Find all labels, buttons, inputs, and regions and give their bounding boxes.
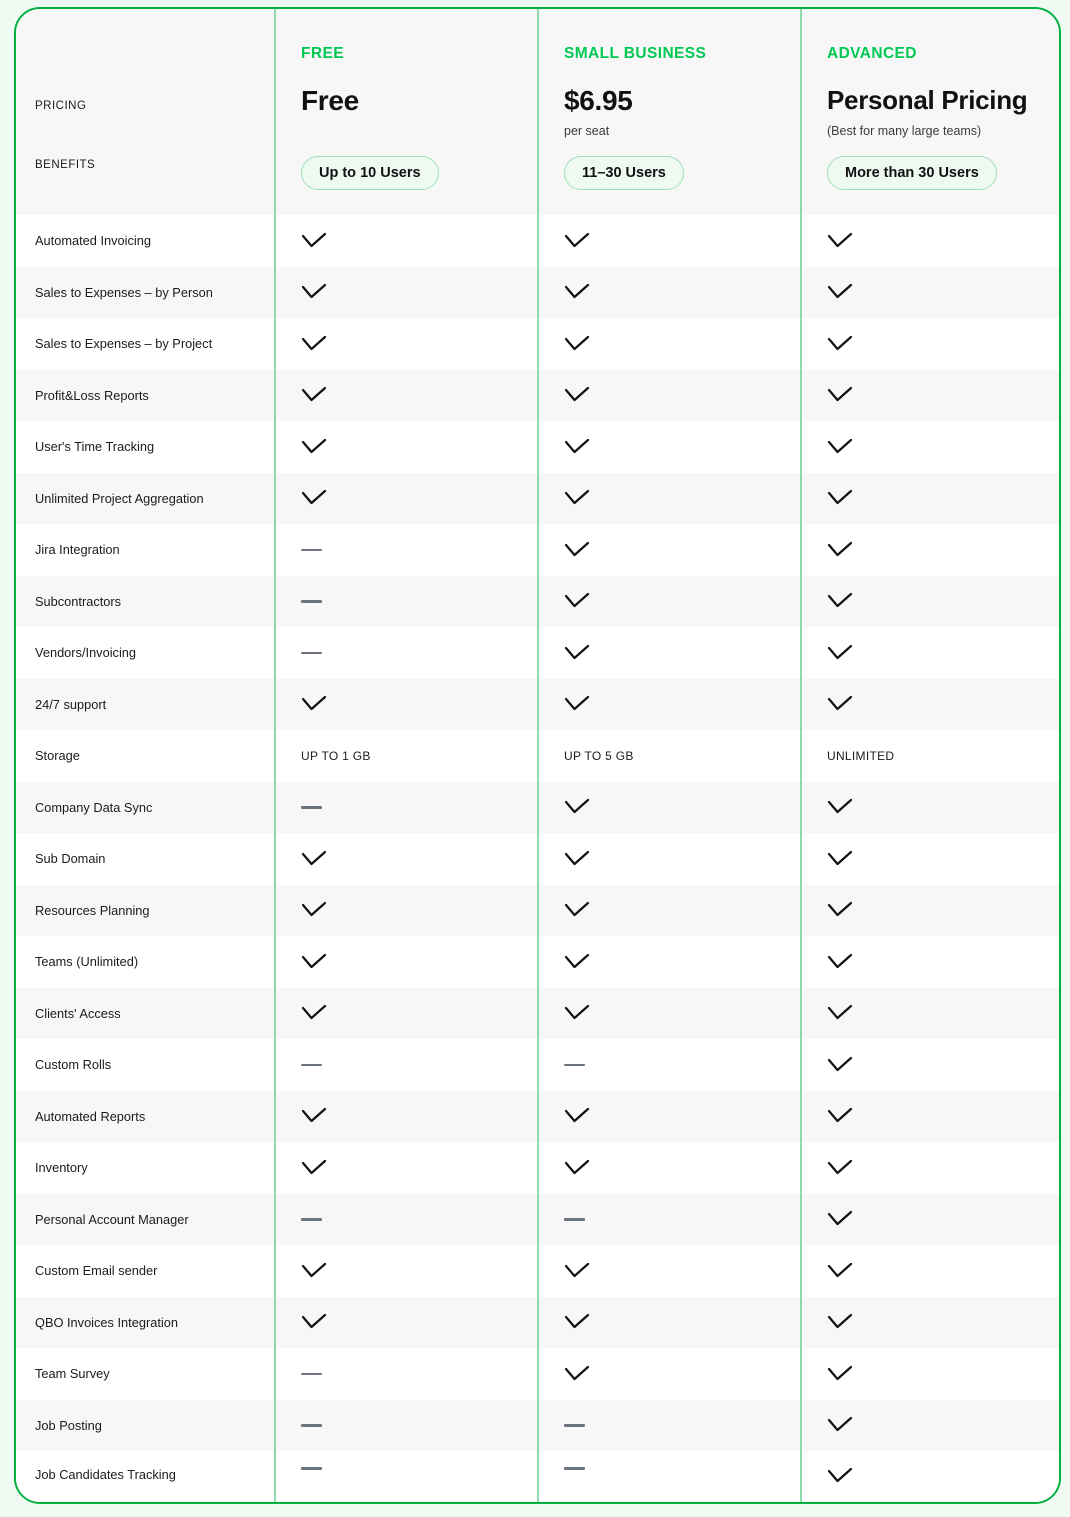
benefits-label: BENEFITS: [35, 159, 96, 171]
feature-value-cell: [537, 1194, 800, 1246]
feature-value-cell: [800, 1297, 1061, 1349]
feature-value-cell: [800, 1091, 1061, 1143]
table-row: [16, 1297, 1059, 1349]
table-row: [16, 1194, 1059, 1246]
feature-value-cell: [800, 936, 1061, 988]
dash-icon: [301, 1218, 322, 1221]
feature-value-cell: [800, 318, 1061, 370]
table-row: [16, 318, 1059, 370]
checkmark-icon: [827, 386, 853, 404]
feature-value-cell: [274, 318, 537, 370]
plan-price-advanced: Personal Pricing: [827, 85, 1028, 115]
feature-name-cell: [16, 627, 274, 679]
feature-name: Inventory: [35, 1160, 88, 1176]
checkmark-icon: [564, 386, 590, 404]
checkmark-icon: [301, 438, 327, 456]
feature-name-cell: [16, 473, 274, 525]
checkmark-icon: [827, 1467, 853, 1485]
feature-name-cell: [16, 215, 274, 267]
dash-icon: [564, 1064, 585, 1067]
plan-tag-advanced: ADVANCED: [827, 45, 917, 62]
table-row: [16, 370, 1059, 422]
table-row: [16, 627, 1059, 679]
feature-name-cell: [16, 1297, 274, 1349]
table-row: [16, 833, 1059, 885]
cell-value-text: UP TO 1 GB: [301, 748, 371, 763]
feature-value-cell: [800, 1348, 1061, 1400]
table-row: [16, 1091, 1059, 1143]
checkmark-icon: [564, 798, 590, 816]
feature-value-cell: [274, 421, 537, 473]
feature-value-cell: [800, 730, 1061, 782]
checkmark-icon: [827, 489, 853, 507]
feature-value-cell: [800, 1400, 1061, 1452]
plan-pill-free[interactable]: Up to 10 Users: [301, 156, 439, 190]
feature-value-cell: [274, 1400, 537, 1452]
checkmark-icon: [564, 335, 590, 353]
feature-value-cell: [274, 370, 537, 422]
checkmark-icon: [301, 386, 327, 404]
checkmark-icon: [827, 232, 853, 250]
feature-name-cell: [16, 421, 274, 473]
table-row: [16, 524, 1059, 576]
feature-name-cell: [16, 936, 274, 988]
feature-name-cell: [16, 1091, 274, 1143]
checkmark-icon: [827, 1416, 853, 1434]
feature-name: Subcontractors: [35, 593, 122, 609]
feature-value-cell: [274, 833, 537, 885]
checkmark-icon: [827, 1159, 853, 1177]
checkmark-icon: [564, 850, 590, 868]
feature-name: Automated Invoicing: [35, 233, 151, 249]
feature-value-cell: [537, 679, 800, 731]
feature-value-cell: [537, 576, 800, 628]
feature-name-cell: [16, 1400, 274, 1452]
table-row: [16, 730, 1059, 782]
plan-column-small-business: [537, 9, 800, 215]
checkmark-icon: [827, 1004, 853, 1022]
feature-value-cell: [800, 885, 1061, 937]
feature-name: Sub Domain: [35, 851, 106, 867]
table-row: [16, 1451, 1059, 1504]
feature-name-cell: [16, 885, 274, 937]
feature-name-cell: [16, 1348, 274, 1400]
feature-value-cell: [274, 1297, 537, 1349]
plan-pill-advanced[interactable]: More than 30 Users: [827, 156, 997, 190]
dash-icon: [301, 600, 322, 603]
dash-icon: [301, 1373, 322, 1376]
table-header-row: [16, 9, 1059, 215]
dash-icon: [301, 549, 322, 552]
feature-value-cell: [800, 421, 1061, 473]
checkmark-icon: [564, 283, 590, 301]
feature-value-cell: [800, 370, 1061, 422]
checkmark-icon: [301, 850, 327, 868]
cell-value-text: UNLIMITED: [827, 748, 895, 763]
checkmark-icon: [564, 1365, 590, 1383]
dash-icon: [564, 1424, 585, 1427]
feature-name: Clients' Access: [35, 1005, 121, 1021]
feature-name-cell: [16, 1451, 274, 1504]
feature-name: Resources Planning: [35, 902, 150, 918]
checkmark-icon: [827, 592, 853, 610]
feature-name: Automated Reports: [35, 1108, 146, 1124]
feature-name-cell: [16, 267, 274, 319]
dash-icon: [301, 1424, 322, 1427]
checkmark-icon: [564, 695, 590, 713]
feature-value-cell: [537, 1142, 800, 1194]
feature-value-cell: [274, 885, 537, 937]
checkmark-icon: [827, 901, 853, 919]
checkmark-icon: [827, 1107, 853, 1125]
plan-price-free: Free: [301, 85, 359, 116]
dash-icon: [301, 806, 322, 809]
checkmark-icon: [827, 850, 853, 868]
plan-sub-small-business: per seat: [564, 124, 610, 138]
feature-name: Team Survey: [35, 1366, 110, 1382]
feature-name-cell: [16, 833, 274, 885]
checkmark-icon: [827, 438, 853, 456]
feature-value-cell: [274, 936, 537, 988]
cell-value-text: UP TO 5 GB: [564, 748, 634, 763]
table-row: [16, 1348, 1059, 1400]
checkmark-icon: [827, 644, 853, 662]
feature-name-cell: [16, 318, 274, 370]
feature-value-cell: [800, 1451, 1061, 1504]
checkmark-icon: [301, 1159, 327, 1177]
checkmark-icon: [827, 798, 853, 816]
plan-column-advanced: [800, 9, 1061, 215]
feature-name-cell: [16, 524, 274, 576]
table-row: [16, 679, 1059, 731]
feature-value-cell: [537, 885, 800, 937]
checkmark-icon: [827, 1210, 853, 1228]
feature-value-cell: [800, 215, 1061, 267]
feature-value-cell: [537, 473, 800, 525]
feature-value-cell: [537, 730, 800, 782]
feature-value-cell: [800, 576, 1061, 628]
feature-name-cell: [16, 1245, 274, 1297]
feature-value-cell: [537, 1297, 800, 1349]
feature-name: 24/7 support: [35, 696, 107, 712]
feature-value-cell: [274, 1039, 537, 1091]
feature-name-cell: [16, 370, 274, 422]
checkmark-icon: [827, 335, 853, 353]
checkmark-icon: [827, 1262, 853, 1280]
feature-value-cell: [537, 1039, 800, 1091]
feature-name-cell: [16, 1039, 274, 1091]
feature-value-cell: [537, 1451, 800, 1504]
feature-value-cell: [800, 782, 1061, 834]
feature-name: User's Time Tracking: [35, 439, 155, 455]
table-row: [16, 936, 1059, 988]
feature-value-cell: [537, 1245, 800, 1297]
table-row: [16, 782, 1059, 834]
table-row: [16, 1400, 1059, 1452]
feature-value-cell: [800, 1039, 1061, 1091]
feature-value-cell: [274, 782, 537, 834]
table-row: [16, 885, 1059, 937]
checkmark-icon: [827, 695, 853, 713]
checkmark-icon: [564, 1313, 590, 1331]
checkmark-icon: [564, 901, 590, 919]
feature-name: Profit&Loss Reports: [35, 387, 149, 403]
checkmark-icon: [301, 232, 327, 250]
feature-name: Job Posting: [35, 1417, 102, 1433]
checkmark-icon: [564, 1262, 590, 1280]
pricing-comparison-table: [14, 7, 1061, 1504]
checkmark-icon: [301, 695, 327, 713]
feature-name: Jira Integration: [35, 542, 120, 558]
plan-column-free: [274, 9, 537, 215]
feature-value-cell: [537, 421, 800, 473]
table-row: [16, 215, 1059, 267]
feature-value-cell: [274, 267, 537, 319]
checkmark-icon: [827, 283, 853, 301]
feature-value-cell: [800, 1142, 1061, 1194]
checkmark-icon: [827, 1056, 853, 1074]
feature-name: Vendors/Invoicing: [35, 645, 137, 661]
pricing-label: PRICING: [35, 100, 87, 112]
dash-icon: [564, 1467, 585, 1470]
checkmark-icon: [301, 1262, 327, 1280]
feature-value-cell: [274, 1142, 537, 1194]
feature-value-cell: [274, 1194, 537, 1246]
feature-value-cell: [274, 1245, 537, 1297]
feature-name: QBO Invoices Integration: [35, 1314, 178, 1330]
feature-value-cell: [274, 988, 537, 1040]
feature-name-cell: [16, 576, 274, 628]
checkmark-icon: [301, 1313, 327, 1331]
feature-name: Personal Account Manager: [35, 1211, 189, 1227]
feature-value-cell: [537, 318, 800, 370]
dash-icon: [301, 652, 322, 655]
feature-value-cell: [274, 679, 537, 731]
table-row: [16, 1039, 1059, 1091]
checkmark-icon: [564, 489, 590, 507]
feature-value-cell: [537, 1091, 800, 1143]
table-row: [16, 1245, 1059, 1297]
feature-value-cell: [274, 215, 537, 267]
feature-value-cell: [274, 1348, 537, 1400]
checkmark-icon: [301, 1004, 327, 1022]
checkmark-icon: [301, 283, 327, 301]
feature-value-cell: [800, 1245, 1061, 1297]
feature-value-cell: [537, 370, 800, 422]
table-row: [16, 988, 1059, 1040]
table-row: [16, 421, 1059, 473]
feature-name-cell: [16, 679, 274, 731]
checkmark-icon: [564, 644, 590, 662]
feature-name: Sales to Expenses – by Project: [35, 336, 213, 352]
checkmark-icon: [301, 953, 327, 971]
feature-value-cell: [800, 833, 1061, 885]
table-row: [16, 576, 1059, 628]
feature-value-cell: [537, 215, 800, 267]
header-label-cell: [16, 9, 274, 215]
feature-value-cell: [537, 782, 800, 834]
checkmark-icon: [301, 489, 327, 507]
plan-tag-small-business: SMALL BUSINESS: [564, 45, 707, 62]
plan-price-small-business: $6.95: [564, 85, 633, 116]
feature-value-cell: [537, 1348, 800, 1400]
checkmark-icon: [564, 438, 590, 456]
dash-icon: [564, 1218, 585, 1221]
feature-value-cell: [537, 1400, 800, 1452]
dash-icon: [301, 1467, 322, 1470]
feature-value-cell: [274, 1451, 537, 1504]
feature-name: Unlimited Project Aggregation: [35, 490, 204, 506]
feature-name: Custom Rolls: [35, 1057, 112, 1073]
checkmark-icon: [301, 335, 327, 353]
feature-name-cell: [16, 1194, 274, 1246]
feature-rows: [16, 215, 1059, 1504]
feature-value-cell: [274, 473, 537, 525]
feature-value-cell: [800, 267, 1061, 319]
feature-name: Sales to Expenses – by Person: [35, 284, 213, 300]
feature-value-cell: [274, 576, 537, 628]
table-row: [16, 1142, 1059, 1194]
checkmark-icon: [827, 541, 853, 559]
feature-value-cell: [800, 627, 1061, 679]
checkmark-icon: [301, 901, 327, 919]
checkmark-icon: [564, 1107, 590, 1125]
feature-value-cell: [274, 627, 537, 679]
dash-icon: [301, 1064, 322, 1067]
plan-sub-advanced: (Best for many large teams): [827, 124, 982, 138]
feature-value-cell: [537, 627, 800, 679]
checkmark-icon: [827, 1313, 853, 1331]
feature-name: Company Data Sync: [35, 799, 153, 815]
feature-name: Job Candidates Tracking: [35, 1467, 176, 1482]
feature-value-cell: [800, 679, 1061, 731]
feature-name-cell: [16, 988, 274, 1040]
feature-value-cell: [537, 833, 800, 885]
plan-tag-free: FREE: [301, 45, 344, 62]
checkmark-icon: [564, 541, 590, 559]
feature-value-cell: [800, 524, 1061, 576]
feature-name-cell: [16, 782, 274, 834]
checkmark-icon: [564, 232, 590, 250]
checkmark-icon: [827, 953, 853, 971]
table-row: [16, 473, 1059, 525]
feature-value-cell: [800, 988, 1061, 1040]
plan-pill-small-business[interactable]: 11–30 Users: [564, 156, 684, 190]
checkmark-icon: [564, 953, 590, 971]
feature-name: Teams (Unlimited): [35, 954, 139, 970]
feature-value-cell: [800, 473, 1061, 525]
checkmark-icon: [301, 1107, 327, 1125]
checkmark-icon: [827, 1365, 853, 1383]
feature-name-cell: [16, 730, 274, 782]
feature-value-cell: [274, 730, 537, 782]
table-row: [16, 267, 1059, 319]
checkmark-icon: [564, 592, 590, 610]
feature-value-cell: [800, 1194, 1061, 1246]
feature-value-cell: [537, 524, 800, 576]
feature-name: Storage: [35, 748, 80, 764]
feature-name-cell: [16, 1142, 274, 1194]
feature-value-cell: [274, 524, 537, 576]
feature-value-cell: [537, 267, 800, 319]
feature-name: Custom Email sender: [35, 1263, 158, 1279]
checkmark-icon: [564, 1004, 590, 1022]
checkmark-icon: [564, 1159, 590, 1177]
feature-value-cell: [537, 988, 800, 1040]
feature-value-cell: [537, 936, 800, 988]
feature-value-cell: [274, 1091, 537, 1143]
